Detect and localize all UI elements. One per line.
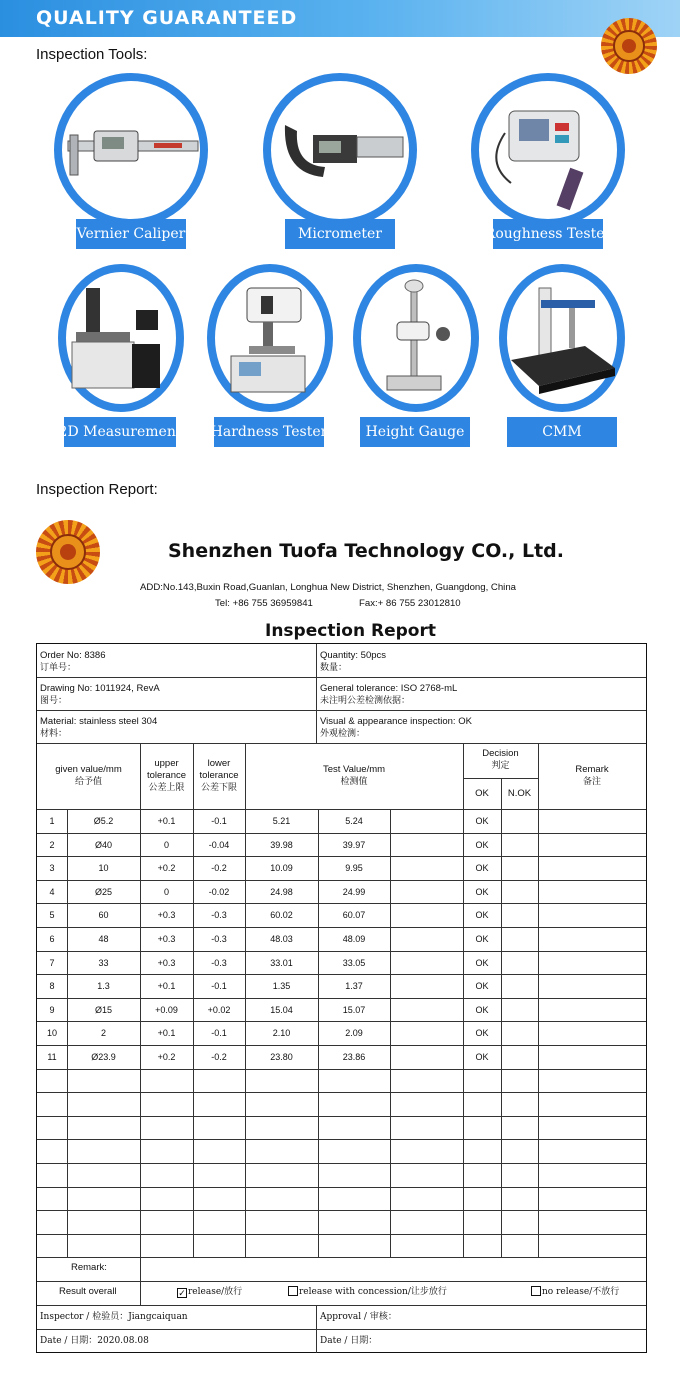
table-cell-t2: 60.07 xyxy=(342,910,366,920)
table-cell-ok: OK xyxy=(475,1052,489,1062)
table-cell-ok: OK xyxy=(475,910,489,920)
table-cell-lower: -0.3 xyxy=(211,958,227,968)
table-cell-no: 2 xyxy=(49,840,55,850)
header-ok: OK xyxy=(475,788,489,799)
table-cell-upper: 0 xyxy=(163,840,169,850)
tool-label-micrometer: Micrometer xyxy=(285,219,395,249)
quantity: Quantity: 50pcs 数量： xyxy=(320,650,387,673)
result-overall-label: Result overall xyxy=(59,1286,117,1297)
table-cell-t2: 33.05 xyxy=(342,958,366,968)
table-cell-ok: OK xyxy=(475,1028,489,1038)
table-cell-no: 10 xyxy=(46,1028,57,1038)
header-decision: Decision 判定 xyxy=(482,748,519,771)
table-cell-lower: -0.3 xyxy=(211,934,227,944)
table-cell-ok: OK xyxy=(475,1005,489,1015)
cmm-icon xyxy=(499,264,625,412)
table-cell-no: 6 xyxy=(49,934,55,944)
table-cell-t2: 48.09 xyxy=(342,934,366,944)
date-left: Date / 日期：2020.08.08 xyxy=(40,1336,149,1346)
report-title: Inspection Report xyxy=(265,621,436,641)
table-cell-no: 7 xyxy=(49,958,55,968)
table-cell-ok: OK xyxy=(475,981,489,991)
release-concession-checkbox[interactable] xyxy=(288,1286,298,1296)
header-banner xyxy=(0,0,680,37)
table-cell-t2: 39.97 xyxy=(342,840,366,850)
table-cell-given: 2 xyxy=(100,1028,106,1038)
table-cell-given: 10 xyxy=(98,863,109,873)
table-cell-t1: 10.09 xyxy=(270,863,293,873)
table-cell-given: Ø25 xyxy=(94,887,112,897)
tool-label-vernier-caliper: Vernier Caliper xyxy=(76,219,186,249)
table-cell-t1: 24.98 xyxy=(270,887,293,897)
header-given-value: given value/mm 给予值 xyxy=(55,764,122,787)
table-cell-ok: OK xyxy=(475,863,489,873)
table-cell-lower: -0.2 xyxy=(211,863,227,873)
table-cell-t2: 5.24 xyxy=(345,816,363,826)
tool-label-roughness-tester: Roughness Tester xyxy=(493,219,603,249)
material: Material: stainless steel 304 材料： xyxy=(40,716,158,739)
table-cell-upper: +0.1 xyxy=(157,1028,176,1038)
table-cell-t2: 2.09 xyxy=(345,1028,363,1038)
table-cell-lower: -0.2 xyxy=(211,1052,227,1062)
header-remark: Remark 备注 xyxy=(575,764,609,787)
table-cell-lower: -0.02 xyxy=(208,887,230,897)
table-cell-no: 3 xyxy=(49,863,55,873)
inspection-report-table xyxy=(36,643,647,1353)
release-checkbox[interactable]: ✓ xyxy=(178,1288,186,1298)
table-cell-t1: 23.80 xyxy=(270,1052,293,1062)
table-cell-given: 33 xyxy=(98,958,109,968)
table-cell-ok: OK xyxy=(475,840,489,850)
tools-section-label: Inspection Tools: xyxy=(36,46,148,63)
table-cell-upper: +0.1 xyxy=(157,981,176,991)
height-gauge-icon xyxy=(353,264,479,412)
table-cell-t1: 39.98 xyxy=(270,840,293,850)
table-cell-upper: 0 xyxy=(163,887,169,897)
drawing-no: Drawing No: 1011924, RevA 图号： xyxy=(40,683,160,706)
table-cell-given: 1.3 xyxy=(97,981,110,991)
release-option[interactable]: ✓ release/放行 xyxy=(178,1287,243,1298)
table-cell-t1: 5.21 xyxy=(272,816,291,826)
table-cell-t2: 23.86 xyxy=(342,1052,366,1062)
company-tel: Tel: +86 755 36959841 xyxy=(215,598,313,609)
tool-label-height-gauge: Height Gauge xyxy=(360,417,470,447)
no-release-option[interactable]: no release/不放行 xyxy=(531,1286,619,1298)
company-fax: Fax:+ 86 755 23012810 xyxy=(359,598,461,609)
table-cell-no: 5 xyxy=(49,910,55,920)
table-cell-upper: +0.3 xyxy=(157,910,176,920)
header-nok: N.OK xyxy=(507,788,532,799)
table-cell-t2: 9.95 xyxy=(345,863,363,873)
table-cell-ok: OK xyxy=(475,816,489,826)
order-no: Order No: 8386 订单号： xyxy=(40,650,106,673)
table-cell-lower: -0.1 xyxy=(211,816,227,826)
micrometer-icon xyxy=(263,73,417,227)
banner-title: QUALITY GUARANTEED xyxy=(36,7,298,29)
table-cell-no: 1 xyxy=(49,816,55,826)
header-test-value: Test Value/mm 检测值 xyxy=(322,764,386,787)
table-cell-t1: 2.10 xyxy=(272,1028,291,1038)
table-cell-lower: -0.1 xyxy=(211,1028,227,1038)
report-logo xyxy=(36,520,100,584)
tool-label-2d-measurement: 2D Measurement xyxy=(64,417,176,447)
table-cell-lower: -0.04 xyxy=(208,840,230,850)
table-cell-given: Ø5.2 xyxy=(93,816,114,826)
table-cell-lower: -0.1 xyxy=(211,981,227,991)
table-cell-upper: +0.1 xyxy=(157,816,176,826)
table-cell-upper: +0.3 xyxy=(157,934,176,944)
release-concession-option[interactable]: release with concession/让步放行 xyxy=(288,1286,447,1298)
company-address: ADD:No.143,Buxin Road,Guanlan, Longhua New District, Shenzhen, Guangdong, China xyxy=(140,582,516,593)
table-cell-t1: 1.35 xyxy=(272,981,291,991)
table-cell-no: 8 xyxy=(49,981,55,991)
table-cell-t1: 15.04 xyxy=(270,1005,293,1015)
table-cell-given: Ø15 xyxy=(94,1005,112,1015)
tool-label-hardness-tester: Hardness Tester xyxy=(214,417,324,447)
company-name: Shenzhen Tuofa Technology CO., Ltd. xyxy=(168,540,564,562)
table-cell-t2: 24.99 xyxy=(342,887,366,897)
table-cell-no: 4 xyxy=(49,887,55,897)
company-logo xyxy=(601,18,657,74)
table-cell-no: 9 xyxy=(49,1005,55,1015)
table-cell-t1: 33.01 xyxy=(270,958,293,968)
table-cell-t2: 1.37 xyxy=(345,981,363,991)
header-lower-tolerance: lower tolerance 公差下限 xyxy=(199,758,239,793)
table-cell-given: 48 xyxy=(98,934,109,944)
header-upper-tolerance: upper tolerance 公差上限 xyxy=(146,758,187,793)
table-cell-upper: +0.3 xyxy=(157,958,176,968)
table-cell-t1: 48.03 xyxy=(270,934,293,944)
table-cell-t1: 60.02 xyxy=(270,910,293,920)
table-cell-given: Ø40 xyxy=(94,840,112,850)
2d-measurement-icon xyxy=(58,264,184,412)
table-cell-no: 11 xyxy=(47,1052,57,1062)
table-cell-upper: +0.2 xyxy=(157,863,176,873)
table-cell-ok: OK xyxy=(475,958,489,968)
remark-label: Remark: xyxy=(71,1262,107,1273)
table-cell-t2: 15.07 xyxy=(342,1005,366,1015)
visual-inspection: Visual & appearance inspection: OK 外观检测： xyxy=(320,716,472,739)
date-right: Date / 日期： xyxy=(320,1336,378,1346)
caliper-icon xyxy=(54,73,208,227)
table-cell-given: Ø23.9 xyxy=(91,1052,116,1062)
table-cell-upper: +0.09 xyxy=(155,1005,178,1015)
table-cell-upper: +0.2 xyxy=(157,1052,176,1062)
report-section-label: Inspection Report: xyxy=(36,481,158,498)
table-cell-ok: OK xyxy=(475,934,489,944)
no-release-checkbox[interactable] xyxy=(531,1286,541,1296)
table-cell-given: 60 xyxy=(98,910,109,920)
inspector: Inspector / 检验员：Jiangcaiquan xyxy=(40,1312,188,1322)
approval: Approval / 审核： xyxy=(320,1312,397,1322)
table-cell-lower: -0.3 xyxy=(211,910,227,920)
tool-label-cmm: CMM xyxy=(507,417,617,447)
table-cell-lower: +0.02 xyxy=(207,1005,231,1015)
general-tolerance: General tolerance: ISO 2768-mL 未注明公差检测依据： xyxy=(320,683,458,706)
table-cell-ok: OK xyxy=(475,887,489,897)
roughness-tester-icon xyxy=(471,73,625,227)
hardness-tester-icon xyxy=(207,264,333,412)
